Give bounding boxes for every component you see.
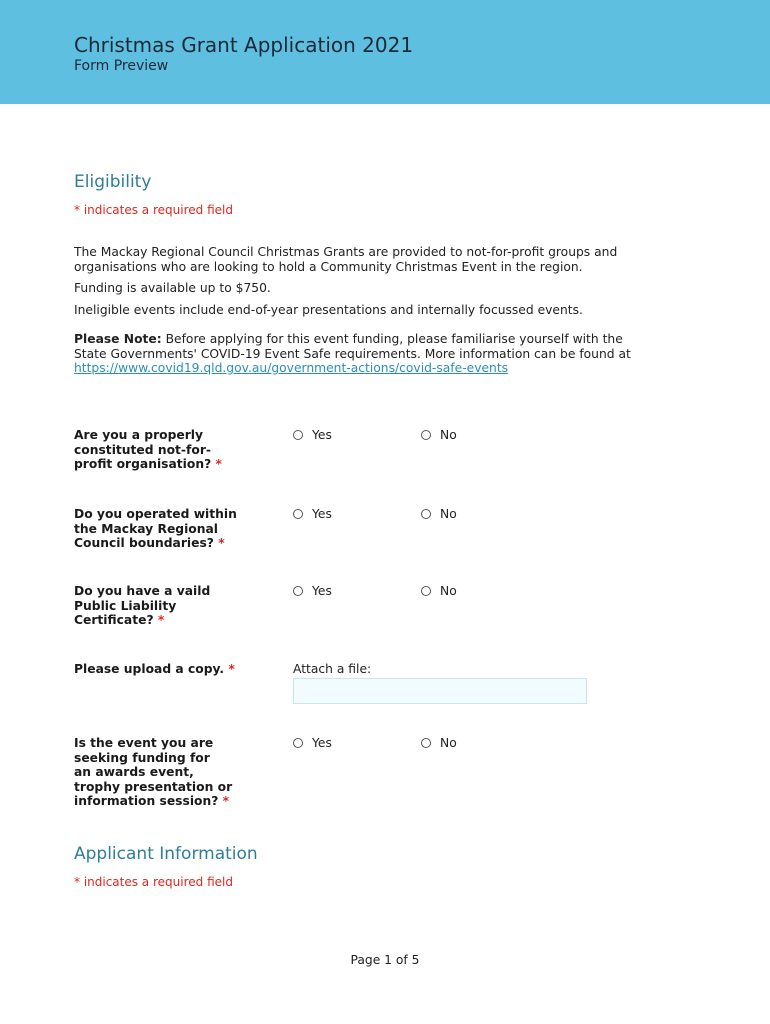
note-text: Before applying for this event funding, please familiarise yourself with the (161, 332, 623, 346)
q1-no-radio[interactable] (421, 428, 457, 442)
radio-label: Yes (312, 507, 332, 521)
file-upload-input[interactable] (293, 678, 587, 704)
page-number: Page 1 of 5 (350, 953, 420, 967)
question-line: Are you a properly (74, 428, 204, 442)
question-line: information session? (74, 794, 219, 809)
ineligible-paragraph: Ineligible events include end-of-year presentations and internally focussed events. (74, 303, 583, 317)
radio-circle-icon[interactable] (421, 738, 431, 748)
form-title: Christmas Grant Application 2021 (74, 33, 414, 57)
funding-paragraph: Funding is available up to $750. (74, 281, 271, 295)
radio-circle-icon[interactable] (421, 430, 431, 440)
question-line: Council boundaries? (74, 536, 214, 551)
radio-label: Yes (312, 736, 332, 750)
question-line: the Mackay Regional (74, 521, 219, 536)
radio-label: No (440, 428, 457, 442)
question-nfp-label (74, 428, 264, 472)
question-line: an awards event, (74, 765, 194, 780)
question-line: seeking funding for (74, 750, 210, 765)
question-line: Certificate? (74, 613, 154, 628)
radio-label: Yes (312, 584, 332, 598)
required-star: * (218, 536, 225, 551)
page-header (0, 0, 770, 104)
intro-line: organisations who are looking to hold a Community Christmas Event in the region. (74, 259, 583, 274)
please-note-label: Please Note: (74, 332, 162, 346)
required-star: * (228, 662, 235, 676)
note-text: State Governments' COVID-19 Event Safe requirements. More information can be found at (74, 346, 631, 361)
question-upload-label (74, 662, 264, 677)
question-awards-label (74, 736, 264, 809)
covid-safe-link[interactable]: https://www.covid19.qld.gov.au/government-actions/covid-safe-events (74, 361, 509, 376)
question-line: profit organisation? (74, 457, 212, 472)
radio-circle-icon[interactable] (293, 509, 303, 519)
q2-yes-radio[interactable] (293, 507, 332, 521)
question-line: Do you have a vaild (74, 584, 211, 598)
radio-circle-icon[interactable] (293, 430, 303, 440)
required-star: * (215, 457, 222, 472)
required-star: * (222, 794, 230, 809)
q3-no-radio[interactable] (421, 584, 457, 598)
question-line: Public Liability (74, 598, 177, 613)
question-line: Is the event you are (74, 736, 214, 750)
intro-paragraph (74, 245, 674, 274)
radio-circle-icon[interactable] (293, 586, 303, 596)
q2-no-radio[interactable] (421, 507, 457, 521)
required-field-note: * indicates a required field (74, 203, 233, 217)
radio-circle-icon[interactable] (293, 738, 303, 748)
please-note-paragraph (74, 332, 674, 376)
required-field-note: * indicates a required field (74, 875, 233, 889)
applicant-heading: Applicant Information (74, 844, 258, 864)
radio-label: No (440, 736, 457, 750)
radio-circle-icon[interactable] (421, 509, 431, 519)
radio-label: No (440, 507, 457, 521)
q5-yes-radio[interactable] (293, 736, 332, 750)
form-subtitle: Form Preview (74, 58, 169, 74)
question-line: Please upload a copy. (74, 662, 225, 676)
question-line: trophy presentation or (74, 779, 233, 794)
radio-label: Yes (312, 428, 332, 442)
radio-label: No (440, 584, 457, 598)
q1-yes-radio[interactable] (293, 428, 332, 442)
question-line: Do you operated within (74, 507, 237, 521)
eligibility-heading: Eligibility (74, 172, 152, 192)
question-liability-label (74, 584, 264, 628)
intro-line: The Mackay Regional Council Christmas Grants are provided to not-for-profit groups and (74, 245, 618, 259)
question-line: constituted not-for- (74, 442, 211, 457)
attach-file-label: Attach a file: (293, 662, 372, 676)
radio-circle-icon[interactable] (421, 586, 431, 596)
q5-no-radio[interactable] (421, 736, 457, 750)
q3-yes-radio[interactable] (293, 584, 332, 598)
required-star: * (157, 613, 165, 628)
question-boundaries-label (74, 507, 264, 551)
